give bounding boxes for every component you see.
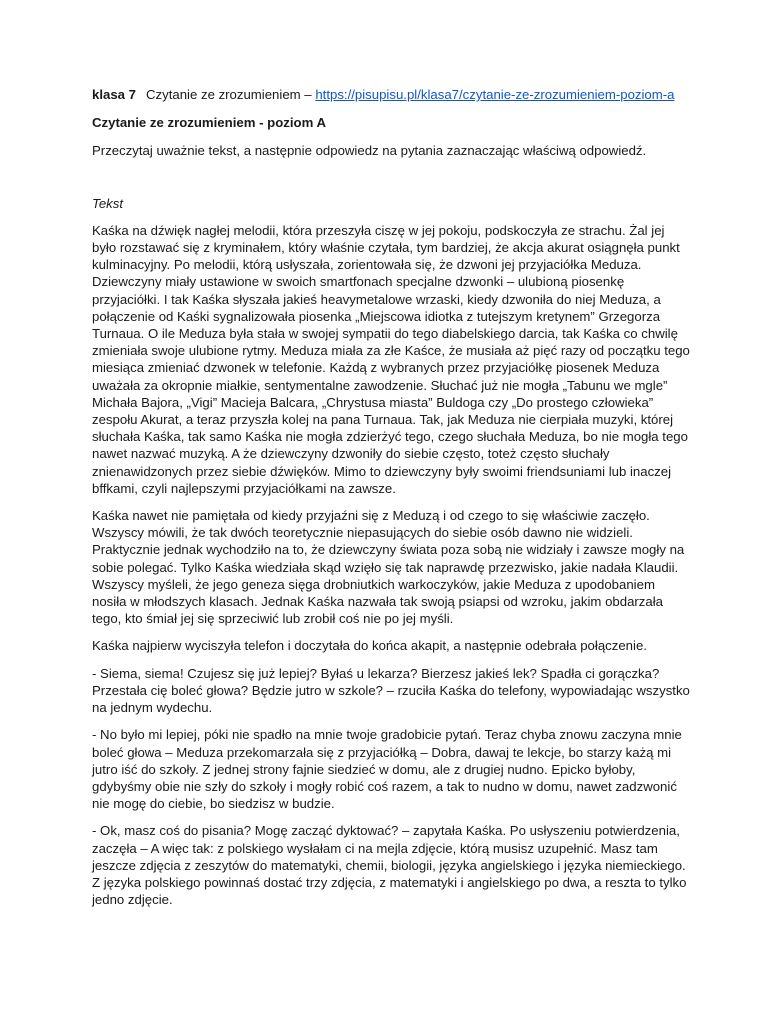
story-paragraph: Kaśka najpierw wyciszyła telefon i doczytała do końca akapit, a następnie odebrała połączenie.	[92, 638, 647, 654]
document-subtitle: Czytanie ze zrozumieniem - poziom A	[92, 115, 326, 131]
header-title: Czytanie ze zrozumieniem –	[146, 87, 312, 102]
document-header	[92, 86, 692, 103]
story-paragraph: - Ok, masz coś do pisania? Mogę zacząć dyktować? – zapytała Kaśka. Po usłyszeniu potwierdzenia, zaczęła – A więc tak: z polskiego wysłałam ci na mejla zdjęcie, którą musisz uzupełnić. Masz tam jeszcze zdjęcia z zeszytów do matematyki, chemii, biologii, języka angielskiego i języka niemieckiego. Z języka polskiego powinnaś dostać trzy zdjęcia, z matematyki i angielskiego po dwa, a reszta to tylko jedno zdjęcie.	[92, 823, 687, 908]
story-paragraph: - Siema, siema! Czujesz się już lepiej? Byłaś u lekarza? Bierzesz jakieś lek? Spadła ci gorączka? Przestała cię boleć głowa? Będzie jutro w szkole? – rzuciła Kaśka do telefony, wypowiadając wszystko na jednym wydechu.	[92, 665, 690, 716]
grade-label: klasa 7	[92, 87, 136, 102]
document-page	[92, 86, 692, 918]
story-paragraph: - No było mi lepiej, póki nie spadło na mnie twoje gradobicie pytań. Teraz chyba znowu zaczyna mnie boleć głowa – Meduza przekomarzała się z przyjaciółką – Dobra, dawaj te lekcje, bo starzy każą mi jutro iść do szkoły. Z jednej strony fajnie siedzieć w domu, ale z drugiej nudno. Epicko byłoby, gdybyśmy obie nie szły do szkoły i mogły robić coś razem, a tak to nudno w domu, nawet zadzwonić nie mogę do ciebie, bo siedzisz w budzie.	[92, 727, 682, 812]
instruction-text: Przeczytaj uważnie tekst, a następnie odpowiedz na pytania zaznaczając właściwą odpowiedź.	[92, 143, 647, 159]
story-paragraph: Kaśka nawet nie pamiętała od kiedy przyjaźni się z Meduzą i od czego to się właściwie zaczęło. Wszyscy mówili, że tak dwóch teoretycznie niepasujących do siebie osób dawno nie widzieli. Praktycznie jednak wychodziło na to, że dziewczyny świata poza sobą nie widziały i zawsze mogły na sobie polegać. Tylko Kaśka wiedziała skąd wzięło się tak naprawdę przezwisko, jakie nadała Klaudii. Wszyscy myśleli, że jego geneza sięga drobniutkich warkoczyków, jakie Meduza z upodobaniem nosiła w młodszych klasach. Jednak Kaśka nazwała tak swoją psiapsi od wzroku, jakim obdarzała tego, kto śmiał jej się sprzeciwić lub zrobił coś nie po jej myśli.	[92, 508, 685, 627]
source-link[interactable]: https://pisupisu.pl/klasa7/czytanie-ze-zrozumieniem-poziom-a	[315, 87, 675, 102]
section-label-text: Tekst	[92, 195, 124, 211]
story-paragraph: Kaśka na dźwięk nagłej melodii, która przeszyła ciszę w jej pokoju, podskoczyła ze strachu. Żal jej było rozstawać się z kryminałem, który właśnie czytała, tym bardziej, że akcja akurat osiągnęła punkt kulminacyjny. Po melodii, którą usłyszała, zorientowała się, że dzwoni jej przyjaciółka Meduza. Dziewczyny miały ustawione w swoich smartfonach specjalne dzwonki – ulubioną piosenkę przyjaciółki. I tak Kaśka słyszała jakieś heavymetalowe wrzaski, kiedy dzwoniła do niej Meduza, a połączenie od Kaśki sygnalizowała piosenka „Miejscowa idiotka z tutejszym kretynem” Grzegorza Turnaua. O ile Meduza była stała w swojej sympatii do tego diabelskiego darcia, tak Kaśka co chwilę zmieniała swoje ulubione rytmy. Meduza miała za złe Kaśce, że musiała aż pięć razy od początku tego miesiąca zmieniać dzwonek w telefonie. Każdą z wybranych przez przyjaciółkę piosenek Meduza uważała za okropnie miałkie, sentymentalne zawodzenie. Słuchać już nie mogła „Tabunu we mgle” Michała Bajora, „Vigi” Macieja Balcara, „Chrystusa miasta” Buldoga czy „Do prostego człowieka” zespołu Akurat, a teraz przyszła kolej na pana Turnaua. Tak, jak Meduza nie cierpiała muzyki, której słuchała Kaśka, tak samo Kaśka nie mogła zdzierżyć tego, czego słuchała Meduza, bo nie mogła tego nawet nazwać muzyką. A że dziewczyny dzwoniły do siebie często, toteż często słuchały znienawidzonych przez siebie dźwięków. Mimo to dziewczyny były swoimi friendsuniami lub inaczej bffkami, czyli najlepszymi przyjaciółkami na zawsze.	[92, 222, 690, 496]
